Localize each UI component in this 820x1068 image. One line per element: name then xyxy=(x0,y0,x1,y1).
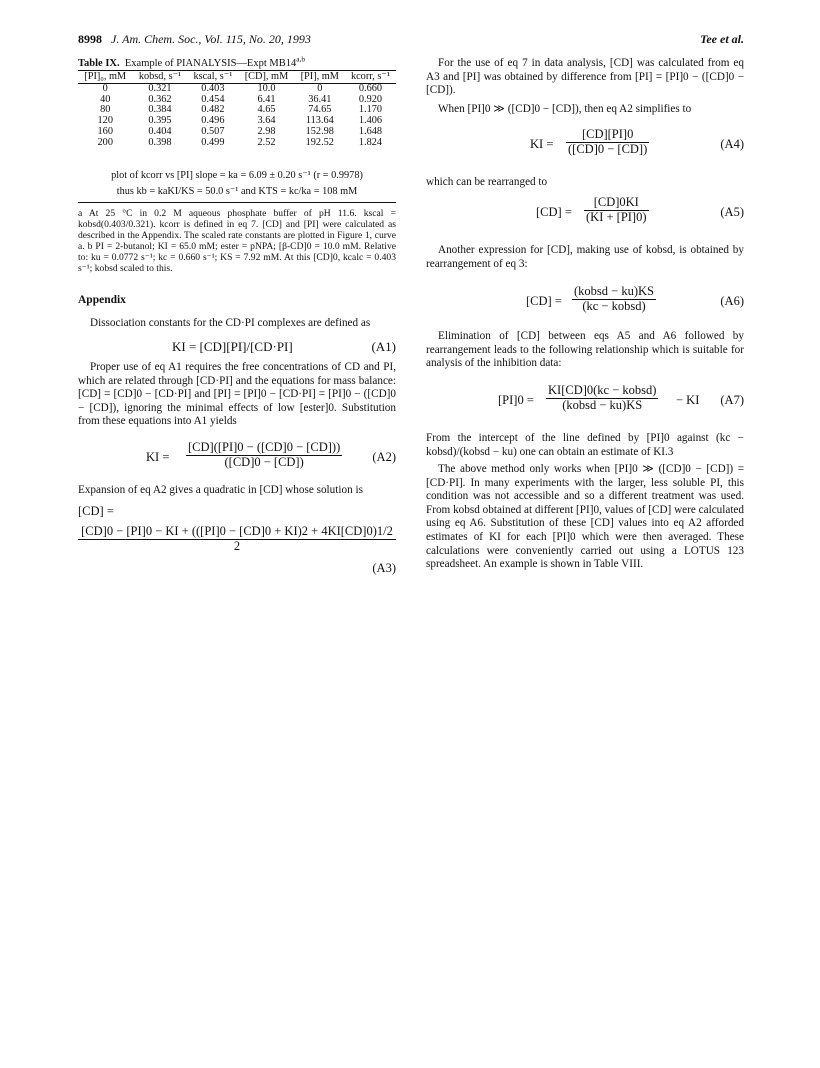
col-header: kcorr, s⁻¹ xyxy=(345,72,396,83)
table-cell: 2.98 xyxy=(257,125,276,137)
table-title xyxy=(78,54,396,71)
table-bottom-rule xyxy=(78,202,396,203)
equation-a5 xyxy=(426,196,744,232)
equation-number: (A2) xyxy=(372,450,396,464)
table-cell: 0 xyxy=(317,82,323,94)
table-cell: 1.170 xyxy=(358,104,383,116)
paragraph: From the intercept of the line defined by [PI]0 against (kc − kobsd)/(kobsd − ku) one can obtain an estimate of KI.3 xyxy=(426,432,744,458)
equation-denominator: 2 xyxy=(233,538,241,553)
table-cell: 2.52 xyxy=(257,136,276,148)
equation-a7 xyxy=(426,384,744,420)
paragraph: For the use of eq 7 in data analysis, [CD] was calculated from eq A3 and [PI] was obtained by difference from [PI] = [PI]0 − ([CD]0 − [CD]). xyxy=(426,57,744,97)
table-caption-sup: a,b xyxy=(296,54,305,64)
equation-number: (A1) xyxy=(371,339,396,354)
table-cell: 1.648 xyxy=(358,125,383,137)
table-cell: 0.454 xyxy=(201,93,225,105)
equation-lhs: [CD] = xyxy=(536,205,572,219)
table-cell: 74.65 xyxy=(308,104,332,116)
table-cell: 1.406 xyxy=(358,115,383,127)
equation-number: (A3) xyxy=(372,561,396,575)
col-header: kscal, s⁻¹ xyxy=(187,72,238,83)
equation-tail: − KI xyxy=(676,393,700,407)
table-header-row xyxy=(78,72,396,83)
paragraph: The above method only works when [PI]0 ≫ ([CD]0 − [CD]) = [CD·PI]. In many experiments with the larger, less soluble PI, this condition was not accessible and so a different treatment was used. From kobsd obtained at different [PI]0, values of [CD] were calculated using eq A6. Substitution of these [CD] values into eq A2 afforded estimates of KI for each [PI]0 which were then averaged. These calculations were conveniently carried out using a LOTUS 123 spreadsheet. An example is shown in Table VIII. xyxy=(426,463,744,571)
col-header: [PI], mM xyxy=(295,72,345,83)
table-cell: 152.98 xyxy=(305,125,334,137)
table-cell: 192.52 xyxy=(305,136,334,148)
table-footnote: a At 25 °C in 0.2 M aqueous phosphate buffer of pH 11.6. kscal = kobsd(0.403/0.321). kcorr is defined in eq 7. [CD] and [PI] were calculated as described in the Appendix. The scaled rate constants are plotted in Figure 1, curve a. b PI = 2-butanol; KI = 65.0 mM; ester = pNPA; [β-CD]0 = 10.0 mM. Relative to: ku = 0.0772 s⁻¹; kc = 0.660 s⁻¹; KS = 7.92 mM. At this [CD]0, kcalc = 0.403 s⁻¹; kobsd scaled to this. xyxy=(78,208,396,274)
equation-numerator: [CD]0 − [PI]0 − KI + (([PI]0 − [CD]0 + KI)2 + 4KI[CD]0)1/2 xyxy=(78,525,396,540)
table-cell: 0.384 xyxy=(148,104,172,116)
table-cell: 0.404 xyxy=(148,125,172,137)
journal-citation: J. Am. Chem. Soc., Vol. 115, No. 20, 1993 xyxy=(111,32,311,46)
table-cell: 0 xyxy=(102,82,108,94)
table-cell: 3.64 xyxy=(257,115,276,127)
equation-number: (A5) xyxy=(720,205,744,219)
col-header: [CD], mM xyxy=(238,72,294,83)
table-row xyxy=(78,127,396,138)
table-row xyxy=(78,116,396,127)
data-table xyxy=(78,72,396,149)
table-label: Table IX. xyxy=(78,58,120,69)
col-header: kobsd, s⁻¹ xyxy=(133,72,188,83)
table-cell: 0.660 xyxy=(358,82,383,94)
equation-number: (A4) xyxy=(720,137,744,151)
table-caption: Example of PIANALYSIS—Expt MB14 xyxy=(124,58,297,69)
equation-a4 xyxy=(426,128,744,164)
table-row xyxy=(78,83,396,94)
paragraph: Proper use of eq A1 requires the free concentrations of CD and PI, which are related through [CD·PI] and the equations for mass balance: [CD] = [CD]0 − [CD·PI] and [PI] = [PI]0 − [CD·PI] = [PI]0 − ([CD]0 − [CD]), ignoring the minimal effects of low [ester]0. Substitution from these equations into A1 yields xyxy=(78,361,396,428)
table-cell: 40 xyxy=(100,93,111,105)
equation-lhs: [CD] = xyxy=(526,294,562,308)
equation-denominator: ([CD]0 − [CD]) xyxy=(568,141,648,156)
table-cell: 200 xyxy=(97,136,113,148)
equation-number: (A7) xyxy=(720,393,744,407)
table-row xyxy=(78,138,396,149)
table-cell: 6.41 xyxy=(257,93,276,105)
table-cell: 0.507 xyxy=(201,125,225,137)
authors: Tee et al. xyxy=(700,32,744,46)
table-cell: 0.499 xyxy=(201,136,225,148)
running-header-authors xyxy=(700,33,744,47)
equation-numerator: [CD]([PI]0 − ([CD]0 − [CD])) xyxy=(188,440,341,454)
equation-number: (A6) xyxy=(720,294,744,308)
table-cell: 160 xyxy=(97,125,113,137)
page-number: 8998 xyxy=(78,32,102,46)
table-cell: 0.403 xyxy=(201,82,225,94)
table-cell: 0.321 xyxy=(148,82,172,94)
equation-numerator: [CD][PI]0 xyxy=(566,128,649,143)
equation-denominator: (kc − kobsd) xyxy=(582,298,646,313)
table-row xyxy=(78,95,396,106)
paragraph: Dissociation constants for the CD·PI complexes are defined as xyxy=(90,317,371,329)
table-cell: 0.496 xyxy=(201,115,225,127)
equation-denominator: (KI + [PI]0) xyxy=(586,209,647,224)
equation-denominator: ([CD]0 − [CD]) xyxy=(224,454,304,469)
equation-a2 xyxy=(78,441,396,477)
table-cell: 113.64 xyxy=(305,115,334,127)
table-cell: 4.65 xyxy=(257,104,276,116)
equation-lhs: [CD] = xyxy=(78,504,114,518)
equation-denominator: (kobsd − ku)KS xyxy=(562,397,643,412)
equation-numerator: [CD]0KI xyxy=(584,196,649,211)
table-cell: 0.398 xyxy=(148,136,172,148)
table-cell: 0.482 xyxy=(201,104,225,116)
running-header xyxy=(78,33,311,47)
equation-lhs: [PI]0 = xyxy=(498,393,534,407)
equation-a6 xyxy=(426,285,744,321)
paragraph: Expansion of eq A2 gives a quadratic in [CD] whose solution is xyxy=(78,484,363,496)
table-cell: 36.41 xyxy=(308,93,332,105)
equation-lhs: KI = xyxy=(146,450,170,464)
equation-lhs: KI = xyxy=(530,137,554,151)
table-cell: 80 xyxy=(100,104,111,116)
table-cell: 0.362 xyxy=(148,93,172,105)
equation-body: KI = [CD][PI]/[CD·PI] xyxy=(172,339,293,354)
paragraph: Elimination of [CD] between eqs A5 and A6 followed by rearrangement leads to the following relationship which is suitable for analysis of the inhibition data: xyxy=(426,330,744,370)
section-heading: Appendix xyxy=(78,294,126,306)
table-summary-2: thus kb = kaKI/KS = 50.0 s⁻¹ and KTS = kc/ka = 108 mM xyxy=(116,186,358,197)
table-cell: 0.395 xyxy=(148,115,172,127)
table-cell: 10.0 xyxy=(257,82,276,94)
equation-numerator: (kobsd − ku)KS xyxy=(574,284,654,298)
equation-numerator: KI[CD]0(kc − kobsd) xyxy=(548,383,657,397)
col-header: [PI]₀, mM xyxy=(78,72,133,83)
table-cell: 1.824 xyxy=(358,136,383,148)
table-row xyxy=(78,105,396,116)
paragraph: Another expression for [CD], making use of kobsd, is obtained by rearrangement of eq 3: xyxy=(426,244,744,270)
paragraph: which can be rearranged to xyxy=(426,176,548,188)
table-cell: 120 xyxy=(97,115,113,127)
table-cell: 0.920 xyxy=(358,93,383,105)
paragraph: When [PI]0 ≫ ([CD]0 − [CD]), then eq A2 simplifies to xyxy=(438,103,692,115)
table-summary-1: plot of kcorr vs [PI] slope = ka = 6.09 ± 0.20 s⁻¹ (r = 0.9978) xyxy=(111,170,363,181)
